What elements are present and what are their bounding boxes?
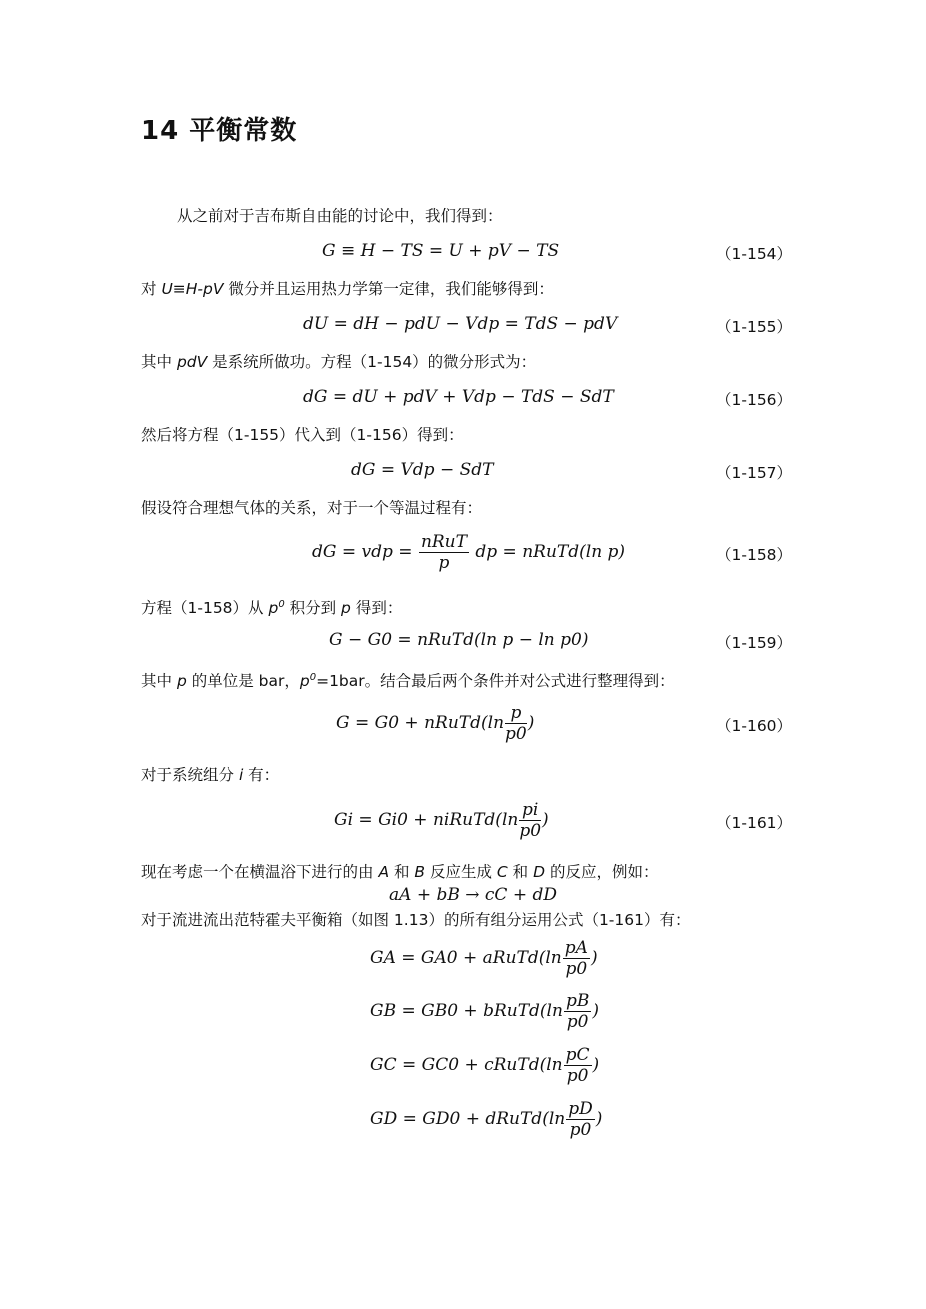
paragraph-vant-hoff: 对于流进流出范特霍夫平衡箱（如图 1.13）的所有组分运用公式（1-161）有：: [141, 911, 691, 929]
math-variable: C: [496, 863, 508, 881]
text-span: 和: [507, 863, 534, 881]
fraction: [564, 1045, 592, 1086]
text-span: 方程（1-158）从: [141, 599, 269, 618]
paragraph-integrate: [141, 594, 402, 619]
equation-1-160: [336, 703, 534, 744]
fraction-numerator: pD: [568, 1099, 593, 1119]
text-span: 现在考虑一个在横温浴下进行的由: [141, 863, 379, 881]
fraction-numerator: pB: [565, 991, 590, 1011]
equation-1-156: [303, 387, 614, 407]
closing-paren: ): [592, 1001, 599, 1021]
text-span: 是系统所做功。方程（1-154）的微分形式为：: [207, 353, 537, 371]
fraction-denominator: p0: [565, 959, 588, 979]
math-variable: pdV: [176, 353, 208, 371]
fraction: [563, 938, 590, 979]
section-title: 14 平衡常数: [141, 116, 298, 146]
text-span: 和: [389, 863, 415, 881]
text-span: 积分到: [284, 599, 342, 618]
equation-text: dG = Vdp − SdT: [351, 460, 494, 480]
closing-paren: ): [592, 1055, 600, 1075]
text-span: 对: [141, 280, 162, 298]
math-variable: B: [414, 863, 426, 881]
equation-1-154: [322, 241, 559, 261]
equation-1-158: [312, 532, 625, 573]
fraction-denominator: p0: [569, 1120, 592, 1140]
closing-paren: ): [595, 1109, 603, 1129]
fraction: [564, 991, 591, 1032]
closing-paren: ): [542, 810, 549, 830]
equation-text: G − G0 = nRuTd(ln p − ln p0): [329, 630, 589, 650]
text-span: 有：: [243, 766, 280, 784]
math-variable: p: [299, 672, 310, 691]
fraction-numerator: pC: [565, 1045, 590, 1065]
paragraph-component: [141, 764, 279, 786]
text-span: 对于系统组分: [141, 766, 239, 784]
text-span: 其中: [141, 672, 177, 691]
equation-lhs: GC = GC0 + cRuTd(ln: [370, 1055, 563, 1075]
math-variable: p: [341, 599, 351, 618]
equation-g-d: [370, 1099, 602, 1140]
fraction: [519, 800, 541, 841]
paragraph-reaction: [141, 861, 658, 883]
fraction: [419, 532, 469, 573]
equation-1-161: [334, 800, 549, 841]
equation-number-1-155: （1-155）: [716, 318, 793, 336]
superscript: 0: [278, 599, 285, 610]
fraction-denominator: p0: [505, 724, 527, 744]
equation-lhs: GB = GB0 + bRuTd(ln: [370, 1001, 563, 1021]
equation-lhs: Gi = Gi0 + niRuTd(ln: [334, 810, 519, 830]
math-variable: i: [238, 766, 244, 784]
equation-g-b: [370, 991, 599, 1032]
math-variable: U≡H-pV: [161, 280, 224, 298]
math-variable: A: [378, 863, 390, 881]
fraction-denominator: p0: [519, 821, 542, 841]
fraction-numerator: pA: [564, 938, 588, 958]
reaction-equation: [389, 885, 557, 905]
math-variable: p: [176, 672, 187, 691]
paragraph-differentiate: [141, 278, 554, 300]
text-span: 其中: [141, 353, 177, 371]
paragraph-work: [141, 351, 536, 373]
fraction: [566, 1099, 595, 1140]
equation-text: dG = dU + pdV + Vdp − TdS − SdT: [303, 387, 614, 407]
text-span: 反应生成: [425, 863, 497, 881]
equation-rhs: dp = nRuTd(ln p): [475, 542, 626, 562]
equation-text: dU = dH − pdU − Vdp = TdS − pdV: [303, 314, 618, 334]
closing-paren: ): [590, 948, 598, 968]
text-span: 的反应，例如：: [545, 863, 659, 881]
equation-number-1-156: （1-156）: [716, 391, 793, 409]
paragraph-ideal-gas: 假设符合理想气体的关系，对于一个等温过程有：: [141, 499, 483, 517]
equation-lhs: GD = GD0 + dRuTd(ln: [370, 1109, 566, 1129]
paragraph-units: [141, 667, 675, 692]
equation-g-c: [370, 1045, 599, 1086]
math-variable: p: [268, 599, 279, 618]
text-span: 得到：: [350, 599, 403, 618]
equation-number-1-159: （1-159）: [716, 634, 793, 652]
fraction-denominator: p: [438, 553, 450, 573]
equation-number-1-160: （1-160）: [716, 717, 793, 735]
paragraph-substitute: 然后将方程（1-155）代入到（1-156）得到：: [141, 426, 464, 444]
math-variable: D: [533, 863, 546, 881]
text-span: 微分并且运用热力学第一定律，我们能够得到：: [223, 280, 554, 298]
equation-g-a: [370, 938, 598, 979]
equation-1-155: [303, 314, 617, 334]
fraction-numerator: p: [505, 703, 527, 724]
equation-text: G ≡ H − TS = U + pV − TS: [322, 241, 560, 261]
equation-lhs: dG = vdp =: [312, 542, 413, 562]
equation-number-1-157: （1-157）: [716, 464, 793, 482]
fraction-denominator: p0: [566, 1066, 589, 1086]
fraction-denominator: p0: [566, 1012, 589, 1032]
superscript: 0: [309, 672, 317, 683]
fraction-numerator: nRuT: [420, 532, 467, 552]
text-span: 的单位是 bar，: [186, 672, 300, 691]
equation-lhs: GA = GA0 + aRuTd(ln: [370, 948, 562, 968]
equation-number-1-158: （1-158）: [716, 546, 793, 564]
equation-number-1-161: （1-161）: [716, 814, 793, 832]
equation-text: aA + bB → cC + dD: [389, 885, 557, 905]
text-span: =1bar。结合最后两个条件并对公式进行整理得到：: [316, 672, 675, 691]
equation-1-159: [329, 630, 588, 650]
equation-lhs: G = G0 + nRuTd(ln: [336, 713, 505, 733]
paragraph-intro: 从之前对于吉布斯自由能的讨论中，我们得到：: [177, 207, 503, 225]
fraction: [505, 703, 527, 744]
equation-number-1-154: （1-154）: [716, 245, 793, 263]
fraction-numerator: pi: [519, 800, 541, 821]
closing-paren: ): [527, 713, 535, 733]
equation-1-157: [351, 460, 493, 480]
